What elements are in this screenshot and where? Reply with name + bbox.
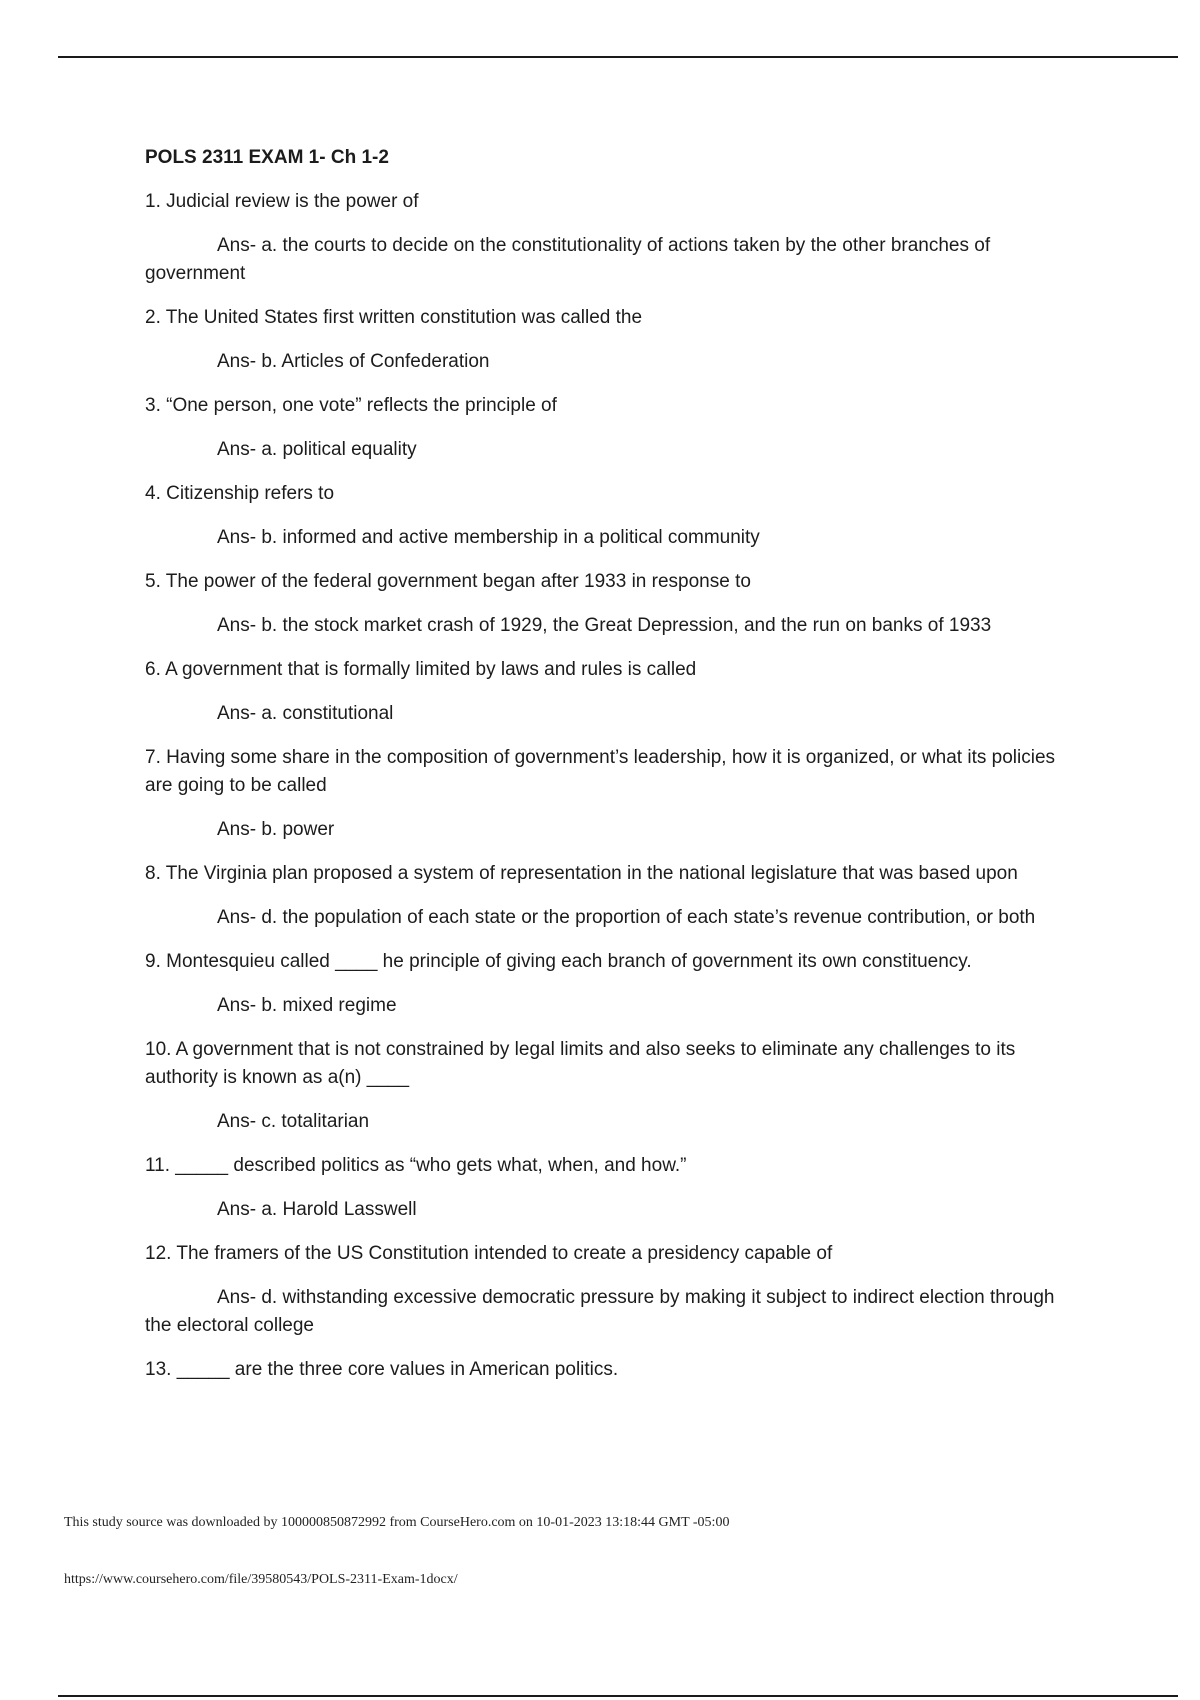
qa-item-7 [145, 744, 1085, 844]
answer: Ans- d. withstanding excessive democratic pressure by making it subject to indirect election through the electoral college [145, 1287, 1055, 1336]
top-rule [58, 56, 1178, 58]
download-source-note: This study source was downloaded by 100000850872992 from CourseHero.com on 10-01-2023 13:18:44 GMT -05:00 [64, 1515, 730, 1530]
answer: Ans- b. informed and active membership in a political community [217, 527, 760, 548]
qa-item-4 [145, 480, 1085, 552]
answer: Ans- d. the population of each state or the proportion of each state’s revenue contribution, or both [217, 907, 1036, 928]
question: 13. _____ are the three core values in American politics. [145, 1359, 619, 1380]
answer: Ans- c. totalitarian [217, 1111, 370, 1132]
question: 4. Citizenship refers to [145, 483, 335, 504]
document-title: POLS 2311 EXAM 1- Ch 1-2 [145, 147, 389, 168]
answer: Ans- b. the stock market crash of 1929, the Great Depression, and the run on banks of 1933 [217, 615, 992, 636]
answer: Ans- a. constitutional [217, 703, 394, 724]
source-url: https://www.coursehero.com/file/39580543/POLS-2311-Exam-1docx/ [64, 1572, 458, 1587]
question: 2. The United States first written constitution was called the [145, 307, 643, 328]
answer: Ans- b. Articles of Confederation [217, 351, 490, 372]
question: 8. The Virginia plan proposed a system of representation in the national legislature that was based upon [145, 863, 1018, 884]
qa-item-8 [145, 860, 1085, 932]
qa-item-1 [145, 188, 1085, 288]
qa-item-12 [145, 1240, 1085, 1340]
question: 6. A government that is formally limited by laws and rules is called [145, 659, 697, 680]
question: 12. The framers of the US Constitution intended to create a presidency capable of [145, 1243, 833, 1264]
question: 7. Having some share in the composition of government’s leadership, how it is organized, or what its policies are going to be called [145, 747, 1056, 796]
answer: Ans- b. mixed regime [217, 995, 397, 1016]
qa-item-11 [145, 1152, 1085, 1224]
document-body [145, 144, 1085, 1400]
qa-item-13 [145, 1356, 1085, 1384]
question: 1. Judicial review is the power of [145, 191, 419, 212]
qa-item-6 [145, 656, 1085, 728]
question: 5. The power of the federal government began after 1933 in response to [145, 571, 751, 592]
question: 9. Montesquieu called ____ he principle of giving each branch of government its own constituency. [145, 951, 972, 972]
bottom-rule [58, 1695, 1178, 1697]
qa-item-10 [145, 1036, 1085, 1136]
question: 3. “One person, one vote” reflects the principle of [145, 395, 557, 416]
answer: Ans- b. power [217, 819, 335, 840]
qa-item-9 [145, 948, 1085, 1020]
question: 10. A government that is not constrained by legal limits and also seeks to eliminate any challenges to its authority is known as a(n) ____ [145, 1039, 1016, 1088]
qa-item-5 [145, 568, 1085, 640]
qa-item-2 [145, 304, 1085, 376]
question: 11. _____ described politics as “who gets what, when, and how.” [145, 1155, 687, 1176]
answer: Ans- a. the courts to decide on the constitutionality of actions taken by the other branches of government [145, 235, 991, 284]
answer: Ans- a. Harold Lasswell [217, 1199, 417, 1220]
answer: Ans- a. political equality [217, 439, 417, 460]
qa-item-3 [145, 392, 1085, 464]
